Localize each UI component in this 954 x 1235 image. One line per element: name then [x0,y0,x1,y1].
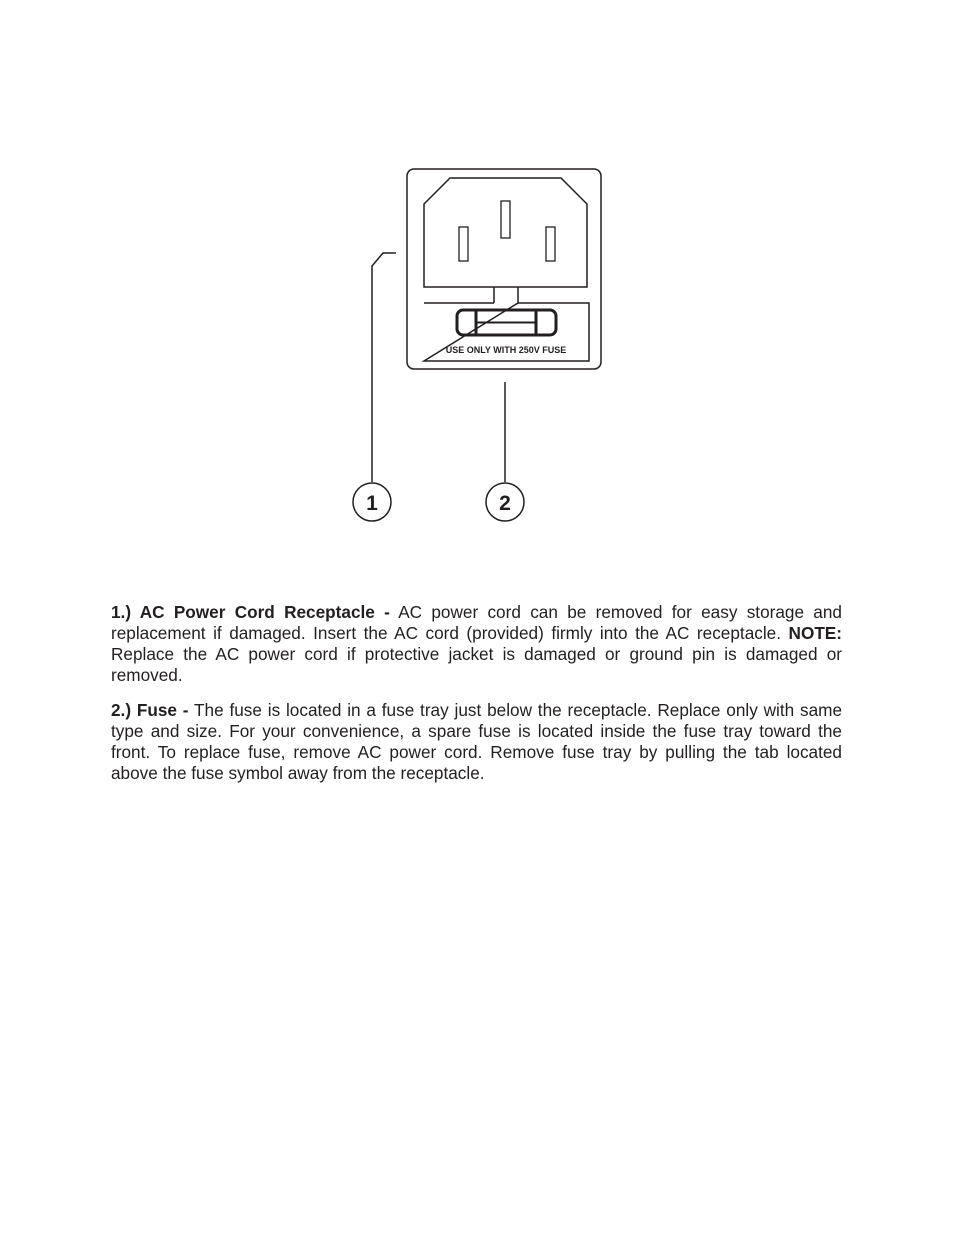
item-body: AC power cord can be removed for easy storage and replacement if damaged. Insert the AC cord (provided) firmly into the AC receptacle. [111,602,842,643]
fuse-warning-label: USE ONLY WITH 250V FUSE [445,345,567,355]
neutral-pin [546,227,555,261]
callout-2-number: 2 [499,492,511,515]
line-pin [459,227,468,261]
item-term: 1.) AC Power Cord Receptacle - [111,602,390,622]
ground-pin [501,201,510,238]
receptacle-panel [407,169,601,369]
item-term: 2.) Fuse - [111,700,189,720]
callout-1-number: 1 [366,492,378,515]
note-body: Replace the AC power cord if protective jacket is damaged or ground pin is damaged or removed. [111,644,842,685]
item-body: The fuse is located in a fuse tray just below the receptacle. Replace only with same type and size. For your convenience, a spare fuse is located inside the fuse tray toward the front. To replace fuse, remove AC power cord. Remove fuse tray by pulling the tab located above the fuse symbol away from the receptacle. [111,700,842,783]
item-fuse [111,700,842,784]
item-ac-power-cord [111,602,842,686]
ac-receptacle-diagram [0,0,954,560]
description-text [111,602,842,798]
callout-1-leader [372,253,396,482]
note-label: NOTE: [788,623,842,643]
ac-inlet-outline [424,178,587,287]
